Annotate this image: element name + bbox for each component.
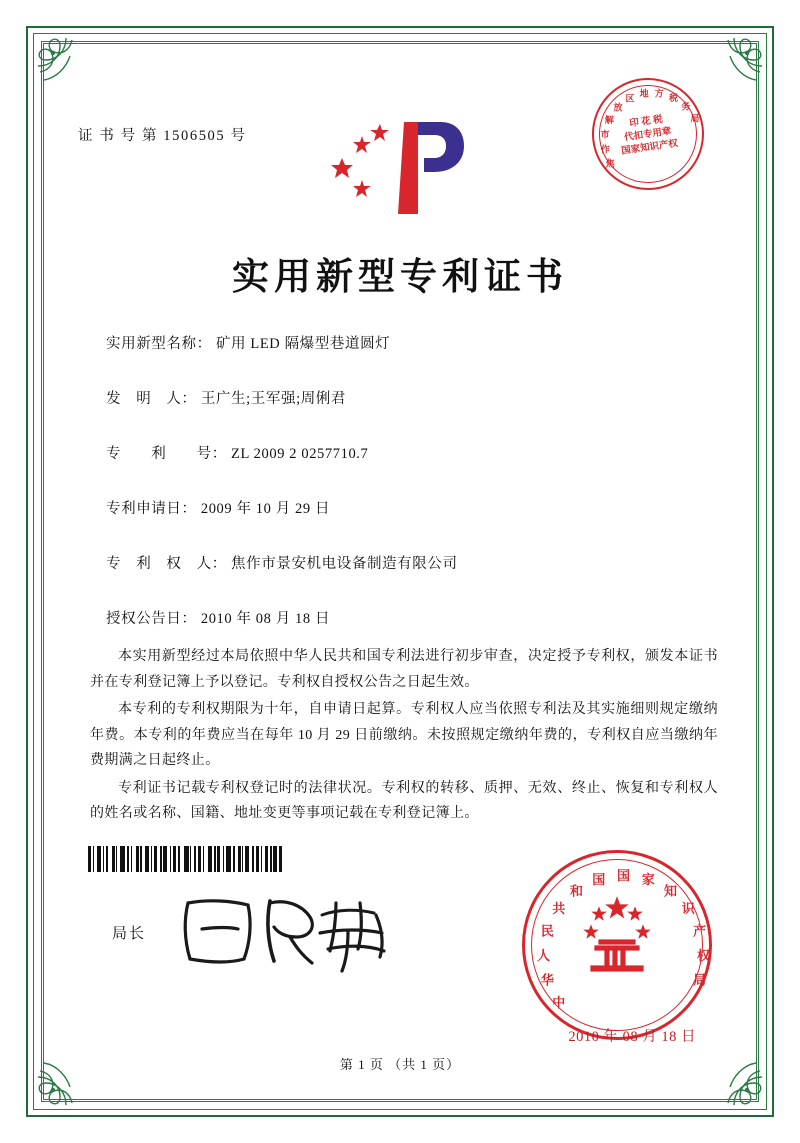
- national-emblem-icon: [569, 896, 665, 978]
- field-value: 焦作市景安机电设备制造有限公司: [231, 556, 458, 572]
- paragraph: 本实用新型经过本局依照中华人民共和国专利法进行初步审查，决定授予专利权，颁发本证书并在专利登记簿上予以登记。专利权自授权公告之日起生效。: [90, 649, 718, 690]
- paragraph: 本专利的专利权期限为十年，自申请日起算。专利权人应当依照专利法及其实施细则规定缴纳年费。本专利的年费应当在每年 10 月 29 日前缴纳。未按照规定缴纳年费的，专利权自应当缴纳年费期满之日起终止。: [90, 702, 718, 768]
- field-label: 授权公告日：: [106, 611, 197, 627]
- page-title: 实用新型专利证书: [232, 254, 568, 298]
- field-value: 矿用 LED 隔爆型巷道圆灯: [215, 336, 391, 352]
- fields-block: [106, 332, 730, 662]
- field-inventors: [106, 387, 730, 408]
- seal-line-3: 国家知识产权: [620, 138, 679, 157]
- field-label: 专 利 号：: [106, 446, 227, 462]
- field-value: 王广生;王军强;周俐君: [200, 391, 346, 407]
- page-footer: 第 1 页 （共 1 页）: [339, 1057, 461, 1072]
- certificate-number: 证 书 号 第 1506505 号: [78, 128, 247, 144]
- seal-arc-text: 中 华 人 民 共 和 国 国 家 知 识 产 权 局: [537, 868, 711, 1011]
- field-label: 专利申请日：: [106, 501, 197, 517]
- field-value: ZL 2009 2 0257710.7: [231, 446, 369, 462]
- paragraph: 专利证书记载专利权登记时的法律状况。专利权的转移、质押、无效、终止、恢复和专利权人的姓名或名称、国籍、地址变更等事项记载在专利登记簿上。: [90, 780, 718, 821]
- seal-date: 2010 年 08 月 18 日: [568, 1029, 696, 1045]
- field-utility-model-name: [106, 332, 730, 353]
- field-label: 发 明 人：: [106, 391, 197, 407]
- seal-arc-text: 焦 作 市 解 放 区 地 方 税 务 局: [600, 88, 700, 169]
- field-patent-number: [106, 442, 730, 463]
- field-label: 专 利 权 人：: [106, 556, 227, 572]
- official-seal: [522, 850, 712, 1040]
- field-value: 2010 年 08 月 18 日: [200, 611, 331, 627]
- field-application-date: [106, 497, 730, 518]
- seal-line-1: 印 花 税: [628, 114, 664, 130]
- seal-line-2: 代扣专用章: [623, 126, 673, 144]
- field-grant-announcement-date: [106, 607, 730, 628]
- sipo-logo-icon: [328, 114, 468, 224]
- director-label: 局长: [112, 926, 147, 942]
- field-patentee: [106, 552, 730, 573]
- legal-text-block: [90, 644, 718, 829]
- barcode: [88, 846, 356, 872]
- field-value: 2009 年 10 月 29 日: [200, 501, 331, 517]
- director-signature: [170, 885, 420, 975]
- field-label: 实用新型名称：: [106, 336, 212, 352]
- certificate-content: [60, 60, 740, 1083]
- tax-stamp-seal: [592, 78, 704, 190]
